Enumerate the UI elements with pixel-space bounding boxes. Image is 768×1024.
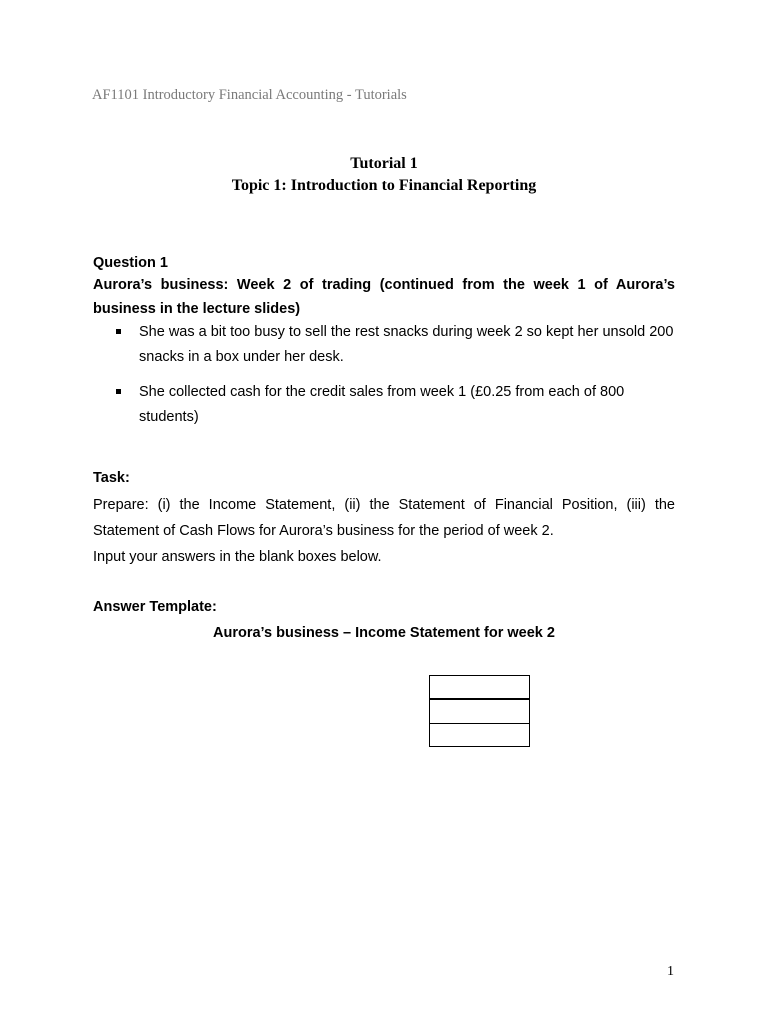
- topic-title: Topic 1: Introduction to Financial Reporting: [231, 177, 537, 194]
- document-header: AF1101 Introductory Financial Accounting - Tutorials: [92, 87, 407, 103]
- answer-box-1[interactable]: [429, 675, 530, 699]
- question-bullet-item: [93, 380, 675, 430]
- answer-box-3[interactable]: [429, 723, 530, 747]
- answer-template-label: Answer Template:: [93, 599, 217, 615]
- question-bullet-list: [93, 320, 675, 440]
- bullet-text: She was a bit too busy to sell the rest snacks during week 2 so kept her unsold 200 snacks in a box under her desk.: [139, 324, 674, 365]
- income-statement-title: Aurora’s business – Income Statement for week 2: [213, 625, 555, 641]
- question-heading: Aurora’s business: Week 2 of trading (continued from the week 1 of Aurora’s business in the lecture slides): [93, 277, 675, 317]
- task-instruction: Prepare: (i) the Income Statement, (ii) the Statement of Financial Position, (iii) the Statement of Cash Flows for Aurora’s business for the period of week 2.: [93, 497, 675, 539]
- task-text: [93, 492, 675, 570]
- question-bullet-item: [93, 320, 675, 370]
- answer-box-2[interactable]: [429, 699, 530, 724]
- task-input-note: Input your answers in the blank boxes below.: [93, 549, 382, 565]
- question-label: Question 1: [93, 255, 168, 271]
- page-number: 1: [667, 964, 674, 979]
- tutorial-title: Tutorial 1: [350, 155, 418, 172]
- task-label: Task:: [93, 470, 130, 486]
- square-bullet-icon: [116, 389, 121, 394]
- bullet-text: She collected cash for the credit sales from week 1 (£0.25 from each of 800 students): [139, 384, 625, 425]
- square-bullet-icon: [116, 329, 121, 334]
